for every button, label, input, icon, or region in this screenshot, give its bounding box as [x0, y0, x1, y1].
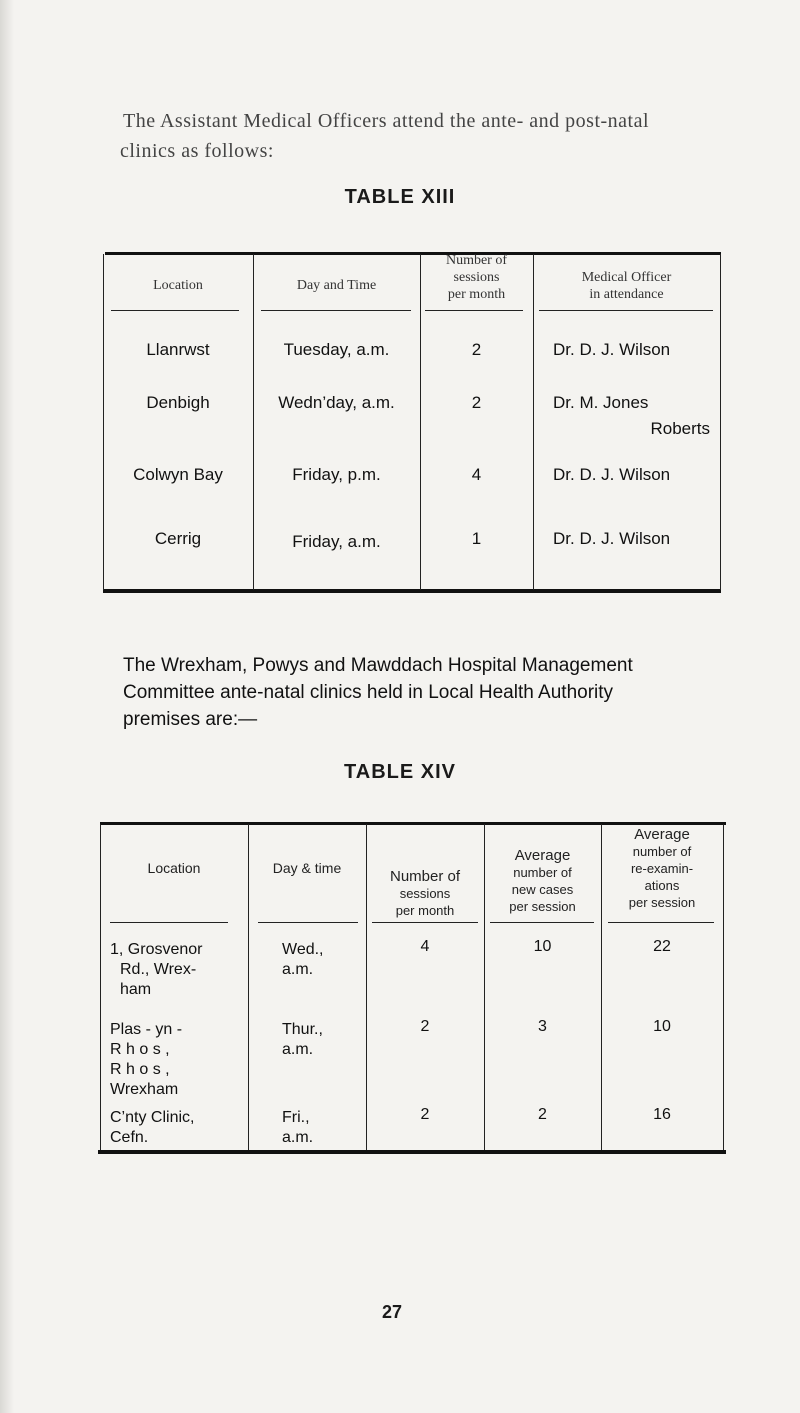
cell-officer: Dr. D. J. Wilson — [553, 529, 671, 548]
cell-line: a.m. — [282, 1041, 314, 1058]
header-underline — [258, 922, 358, 923]
table-xiii-bottom-rule — [103, 589, 721, 593]
header-line: per month — [395, 903, 455, 918]
cell-sessions: 4 — [471, 465, 482, 484]
table-xiv-title: TABLE XIV — [344, 761, 456, 783]
cell-sessions: 2 — [420, 1106, 430, 1123]
cell-location: Colwyn Bay — [133, 465, 223, 484]
header-new-cases — [484, 847, 601, 915]
cell-line: 1, Grosvenor — [110, 941, 203, 958]
header-line: Average — [634, 826, 690, 843]
cell-line: R h o s , — [110, 1041, 170, 1058]
header-location: Location — [147, 860, 201, 876]
header-line: sessions — [399, 886, 451, 901]
cell-new-cases: 10 — [533, 938, 552, 955]
cell-line: a.m. — [282, 1129, 314, 1146]
cell-sessions: 2 — [471, 393, 482, 412]
header-line: number of — [632, 844, 692, 859]
cell-day — [282, 940, 362, 980]
header-reexaminations — [601, 826, 723, 911]
paragraph-line-1: The Wrexham, Powys and Mawddach Hospital Management — [123, 655, 633, 676]
cell-day — [282, 1108, 362, 1148]
cell-line: Wrexham — [110, 1081, 179, 1098]
committee-paragraph — [123, 652, 773, 733]
header-underline — [490, 922, 594, 923]
header-line: per session — [509, 899, 576, 914]
cell-reexaminations: 16 — [653, 1106, 671, 1123]
cell-location — [110, 940, 246, 1000]
header-line: new cases — [511, 882, 574, 897]
cell-line: C’nty Clinic, — [110, 1109, 195, 1126]
cell-officer: Dr. D. J. Wilson — [553, 340, 671, 359]
header-line: re-examin- — [630, 861, 694, 876]
table-xiii-border-right — [720, 254, 721, 590]
cell-sessions: 2 — [471, 340, 482, 359]
intro-line-1: The Assistant Medical Officers attend the ante- and post-natal — [123, 110, 650, 132]
cell-reexaminations: 10 — [653, 1018, 671, 1035]
cell-line: Thur., — [282, 1021, 323, 1038]
cell-line: Rd., Wrex- — [120, 961, 197, 978]
page-number: 27 — [382, 1302, 403, 1322]
header-sessions — [366, 868, 484, 919]
cell-officer: Dr. M. Jones — [553, 393, 649, 412]
table-xiv-top-rule — [100, 822, 726, 825]
header-officer — [533, 269, 720, 303]
header-underline — [608, 922, 714, 923]
intro-paragraph — [120, 106, 743, 166]
cell-day: Wedn’day, a.m. — [278, 393, 395, 412]
header-line: number of — [513, 865, 572, 880]
table-xiv-bottom-rule — [98, 1150, 726, 1154]
table-xiii — [103, 252, 721, 592]
header-line: Number of — [445, 253, 508, 268]
header-location: Location — [153, 278, 203, 293]
cell-reexaminations: 22 — [653, 938, 671, 955]
cell-officer: Dr. D. J. Wilson — [553, 465, 671, 484]
cell-sessions: 4 — [420, 938, 430, 955]
header-line: sessions — [453, 270, 500, 285]
cell-line: ham — [120, 981, 152, 998]
header-underline — [261, 310, 411, 311]
cell-line: a.m. — [282, 961, 314, 978]
cell-location — [110, 1108, 246, 1148]
table-xiv-border-right — [723, 824, 724, 1150]
header-underline — [372, 922, 478, 923]
header-line: Number of — [389, 868, 461, 885]
header-underline — [111, 310, 239, 311]
cell-day: Friday, a.m. — [292, 532, 381, 551]
header-day-time: Day and Time — [296, 278, 377, 293]
table-xiii-col-divider — [533, 254, 534, 590]
header-line: per month — [447, 287, 506, 302]
cell-location: Cerrig — [154, 529, 202, 548]
cell-sessions: 2 — [420, 1018, 430, 1035]
header-line: in attendance — [589, 287, 664, 302]
cell-line: Cefn. — [110, 1129, 149, 1146]
cell-location — [110, 1020, 246, 1100]
header-line: per session — [628, 895, 696, 910]
table-xiii-top-rule — [105, 252, 721, 255]
cell-day: Friday, p.m. — [292, 465, 381, 484]
table-xiv — [98, 822, 726, 1152]
intro-line-2: clinics as follows: — [120, 140, 274, 162]
header-line: Average — [514, 847, 571, 864]
cell-day — [282, 1020, 362, 1060]
cell-new-cases: 3 — [538, 1018, 547, 1035]
header-line: Medical Officer — [581, 270, 672, 285]
cell-sessions: 1 — [471, 529, 482, 548]
table-xiii-title: TABLE XIII — [344, 186, 456, 208]
header-underline — [110, 922, 228, 923]
cell-officer-line-2: Roberts — [650, 419, 710, 438]
cell-line: Wed., — [282, 941, 324, 958]
cell-line: R h o s , — [110, 1061, 170, 1078]
header-sessions — [420, 252, 533, 303]
page-edge-shadow — [0, 0, 14, 1413]
header-line: ations — [644, 878, 680, 893]
cell-location: Denbigh — [146, 393, 210, 412]
header-underline — [539, 310, 713, 311]
header-day-time: Day & time — [272, 860, 342, 876]
paragraph-line-3: premises are:— — [123, 709, 258, 730]
cell-location: Llanrwst — [146, 340, 210, 359]
cell-new-cases: 2 — [538, 1106, 547, 1123]
header-underline — [425, 310, 523, 311]
paragraph-line-2: Committee ante-natal clinics held in Local Health Authority — [123, 682, 614, 703]
cell-line: Plas - yn - — [110, 1021, 183, 1038]
cell-day: Tuesday, a.m. — [283, 340, 390, 359]
cell-line: Fri., — [282, 1109, 310, 1126]
